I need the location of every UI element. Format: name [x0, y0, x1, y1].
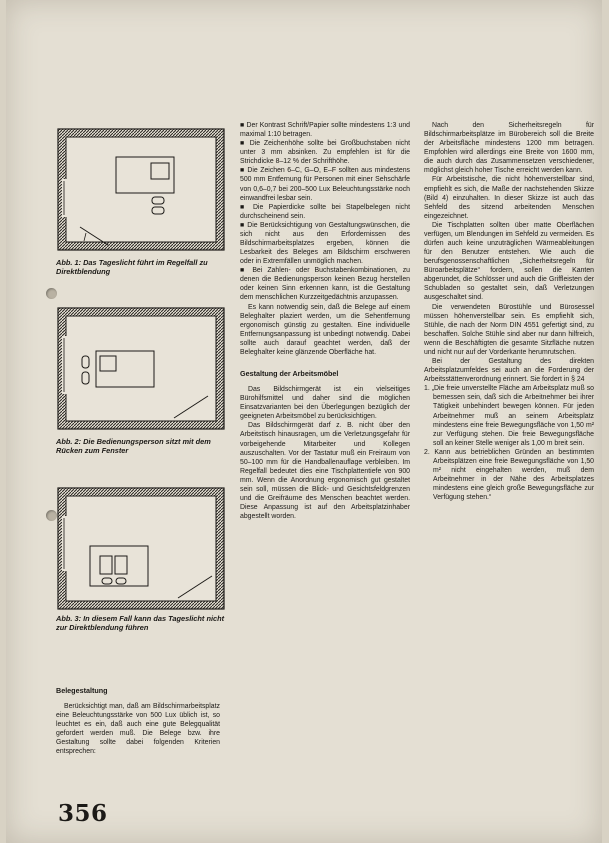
figure-1-room-plan [56, 127, 226, 252]
paragraph: ■ Die Papierdicke sollte bei Stapelbelegen nicht durchscheinend sein. [240, 203, 410, 220]
figure-1-caption: Abb. 1: Das Tageslicht führt im Regelfall zu Direktblendung [56, 258, 208, 277]
paragraph: ■ Die Berücksichtigung von Gestaltungswünschen, die sich nicht aus den Erfordernissen des Bildschirmarbeitsplatzes ergeben, können die Lesbarkeit des Beleges am Bildschirm erschweren oder in Extremfällen unmöglich machen. [240, 221, 410, 266]
paragraph: Die Tischplatten sollten über matte Oberflächen verfügen, um Blendungen im Sehfeld zu vermeiden. Es dürfen auch keine unzuträglichen Wärmeableitungen für den Benutzer entstehen. Wie auch die berufsgenossenschaftlichen „Sicherheitsregeln für Büroarbeitsplätze“ fordern, sollen die Kanten abgerundet, die Schlösser und auch die Griffleisten der Schubladen so gestaltet sein, daß Verletzungen ausgeschaltet sind. [424, 221, 594, 302]
figure-3-room-plan [56, 486, 226, 611]
paragraph: ■ Die Zeichenhöhe sollte bei Großbuchstaben nicht unter 3 mm absinken. Zu empfehlen ist für die Strichdicke 8–12 % der Schrifthöhe. [240, 140, 410, 166]
figure-2-room-plan [56, 306, 226, 431]
list-item: 2. Kann aus betrieblichen Gründen an bestimmten Arbeitsplätzen eine freie Bewegungsfläche von 1,50 m² nicht eingehalten werden, muß dem Arbeitnehmer in der Nähe des Arbeitsplatzes mindestens eine gleich große Bewegungsfläche zur Verfügung stehen.“ [424, 448, 594, 502]
section-heading-arbeitsmoebel: Gestaltung der Arbeitsmöbel [240, 369, 339, 379]
right-column [424, 121, 594, 502]
figure-3-caption: Abb. 3: In diesem Fall kann das Tageslicht nicht zur Direktblendung führen [56, 614, 225, 633]
paragraph: Nach den Sicherheitsregeln für Bildschirmarbeitsplätze im Bürobereich soll die Breite der Arbeitsfläche mindestens 1200 mm betragen. Empfohlen wird allerdings eine Breite von 1600 mm, die auch durch das Zusammensetzen verschiedener, möglichst gleich hoher Tische erreicht werden kann. [424, 122, 594, 175]
paragraph: ■ Der Kontrast Schrift/Papier sollte mindestens 1:3 und maximal 1:10 betragen. [240, 122, 410, 139]
paragraph: Berücksichtigt man, daß am Bildschirmarbeitsplatz eine Beleuchtungsstärke von 500 Lux üblich ist, so leuchtet es ein, daß auch eine gute Belegqualität gefordert werden muß. Die Belege bzw. ihre Gestaltung sollte dabei folgenden Kriterien entsprechen: [56, 703, 220, 756]
figure-2-caption: Abb. 2: Die Bedienungsperson sitzt mit dem Rücken zum Fenster [56, 437, 211, 456]
section-heading-belegestaltung: Belegestaltung [56, 686, 108, 695]
middle-column [240, 121, 410, 521]
paragraph: Es kann notwendig sein, daß die Belege auf einem Beleghalter plaziert werden, um die Sehentfernung ergonomisch günstig zu gestalten. Eine individuelle Entfernungsanpassung ist unbedingt notwendig. Dabei sollte auch darauf geachtet werden, daß der Beleghalter keine glänzende Oberfläche hat. [240, 303, 410, 356]
paragraph: Das Bildschirmgerät darf z. B. nicht über den Arbeitstisch hinausragen, um die Verletzungsgefahr für vorbeigehende Mitarbeiter und Kollegen auszuschalten. Vor der Tastatur muß ein Freiraum von 50–100 mm für die Handballenauflage verbleiben. Im Regelfall bedeutet dies eine Tischplattentiefe von 900 mm. Wenn die Anordnung ergonomisch gut gestaltet sein soll, müssen die Blick- und Gesichtsfeldgrenzen und die Greifräume des Menschen beachtet werden. Diese Anpassung ist auf den Arbeitsplatzinhaber abgestellt worden. [240, 422, 410, 521]
paragraph: Bei der Gestaltung des direkten Arbeitsplatzumfeldes sei auch an die Forderung der Arbeitsstättenverordnung erinnert. Sie fordert in § 24 [424, 358, 594, 384]
punch-hole [46, 288, 57, 299]
paragraph: Die verwendeten Bürostühle und Bürosessel müssen höhenverstellbar sein. Es empfiehlt sich, Stühle, die nach der Norm DIN 4551 gefertigt sind, zu beschaffen. Solche Stühle sind aber nur dann hilfreich, wenn die Beschäftigten die gesamte Sitzfläche nutzen und nicht nur auf der Vorderkante herumrutschen. [424, 303, 594, 356]
left-column [56, 682, 220, 756]
paragraph: Das Bildschirmgerät ist ein vielseitiges Bürohilfsmittel und daher sind die möglichen Einsatzvarianten bei den Überlegungen bezüglich der geeigneten Arbeitsmöbel zu berücksichtigen. [240, 386, 410, 421]
page-number: 356 [58, 800, 108, 827]
list-item: 1. „Die freie unverstellte Fläche am Arbeitsplatz muß so bemessen sein, daß sich die Arbeitnehmer bei ihrer Tätigkeit unbehindert bewegen können. Für jeden Arbeitnehmer muß an seinem Arbeitsplatz mindestens eine freie Bewegungsfläche von 1,50 m² zur Verfügung stehen. Die freie Bewegungsfläche soll an keiner Stelle weniger als 1,00 m breit sein. [424, 385, 594, 447]
paragraph: Für Arbeitstische, die nicht höhenverstellbar sind, empfiehlt es sich, die Maße der nachstehenden Skizze (Bild 4) einzuhalten. In dieser Skizze ist auch das Sehfeld des sitzend arbeitenden Menschen eingezeichnet. [424, 176, 594, 220]
paragraph: ■ Bei Zahlen- oder Buchstabenkombinationen, zu denen die Bedienungsperson keinen Bezug herstellen oder keinen Sinn erkennen kann, ist die Gestaltung dem menschlichen Kurzzeitgedächtnis anzupassen. [240, 267, 410, 302]
paragraph: ■ Die Zeichen 6–C, G–O, E–F sollten aus mindestens 500 mm Entfernung für Personen mit einer Sehschärfe von 0,6–0,7 bei 200–500 Lux Beleuchtungsstärke noch einwandfrei lesbar sein. [240, 167, 410, 202]
